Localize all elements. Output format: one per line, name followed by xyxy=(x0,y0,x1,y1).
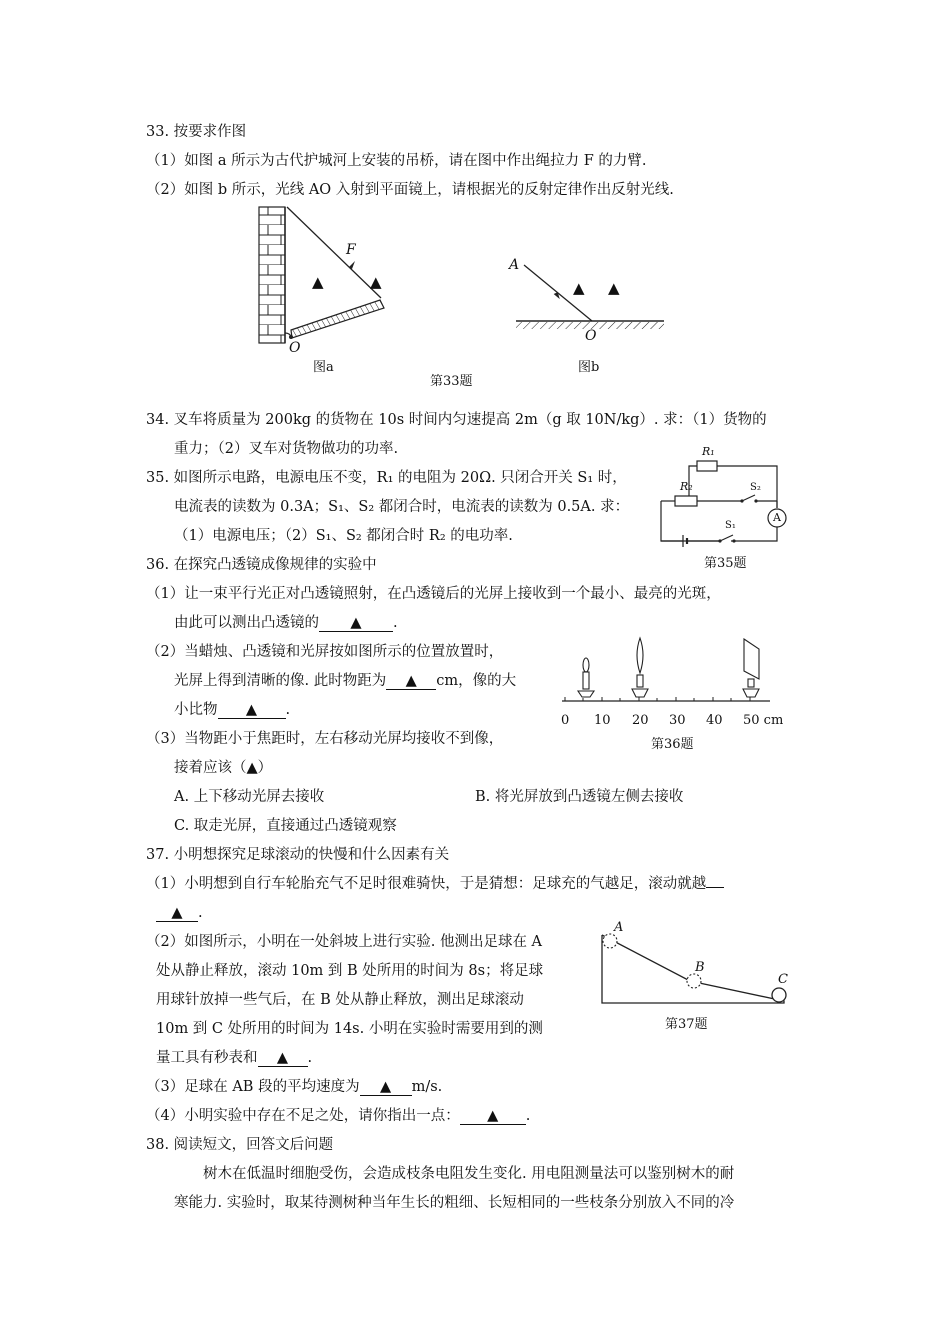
q35-line3: （1）电源电压；（2）S₁、S₂ 都闭合时 R₂ 的电功率. xyxy=(174,528,513,544)
q36-p2-line2 xyxy=(174,671,516,691)
q37-p3-unit: m/s. xyxy=(411,1079,443,1095)
q36-p3-line1: （3）当物距小于焦距时，左右移动光屏均接收不到像， xyxy=(146,731,504,747)
slope-label-b: B xyxy=(695,960,705,975)
q34-line1: 34. 叉车将质量为 200kg 的货物在 10s 时间内匀速提高 2m（g 取 10N/kg）. 求：（1）货物的 xyxy=(146,412,767,428)
rope-line xyxy=(287,207,381,298)
figure-a-drawbridge xyxy=(255,205,405,365)
q37-p2-line1: （2）如图所示，小明在一处斜坡上进行实验. 他测出足球在 A xyxy=(146,934,543,950)
q35-line1: 35. 如图所示电路，电源电压不变，R₁ 的电阻为 20Ω. 只闭合开关 S₁ 时， xyxy=(146,470,627,486)
q37-p1-line2 xyxy=(156,903,203,923)
pivot-point xyxy=(289,335,293,339)
q38-line1: 树木在低温时细胞受伤，会造成枝条电阻发生变化. 用电阻测量法可以鉴别树木的耐 xyxy=(203,1166,735,1182)
q36-p2-line1: （2）当蜡烛、凸透镜和光屏按如图所示的位置放置时， xyxy=(146,644,504,660)
answer-marker: ▲ xyxy=(608,279,620,297)
q37-title: 37. 小明想探究足球滚动的快慢和什么因素有关 xyxy=(146,847,450,863)
switch-s1 xyxy=(720,535,733,541)
q37-p2-line4: 10m 到 C 处所用的时间为 14s. 小明在实验时需要用到的测 xyxy=(156,1021,543,1037)
q37-p2-text: 量工具有秒表和 xyxy=(156,1050,258,1066)
q33-caption: 第33题 xyxy=(430,374,473,389)
q34-line2: 重力；（2）叉车对货物做功的功率. xyxy=(174,441,399,457)
q36-p2-line3 xyxy=(174,700,290,720)
q37-p3-text: （3）足球在 AB 段的平均速度为 xyxy=(146,1079,360,1095)
q37-p4 xyxy=(146,1106,530,1126)
q37-p3 xyxy=(146,1077,442,1097)
q36-p2-unit: cm，像的大 xyxy=(436,673,517,689)
candle-body xyxy=(583,672,589,689)
q35-line2: 电流表的读数为 0.3A；S₁、S₂ 都闭合时，电流表的读数为 0.5A. 求： xyxy=(174,499,630,515)
answer-blank: ▲ xyxy=(360,1079,412,1096)
candle-flame xyxy=(583,658,589,672)
q36-caption: 第36题 xyxy=(651,737,694,752)
ball-at-b xyxy=(687,974,701,988)
q33-part1: （1）如图 a 所示为古代护城河上安装的吊桥，请在图中作出绳拉力 F 的力臂. xyxy=(146,153,647,169)
answer-marker: ▲ xyxy=(312,273,324,291)
ruler-tick-30: 30 xyxy=(669,713,686,728)
fig-a-label-O: O xyxy=(289,340,301,356)
fig-b-label-A: A xyxy=(509,257,520,273)
q37-p1-end: . xyxy=(198,905,203,921)
answer-blank: ▲ xyxy=(319,615,393,632)
slope-label-a: A xyxy=(614,920,624,935)
q38-line2: 寒能力. 实验时，取某待测树种当年生长的粗细、长短相同的一些枝条分别放入不同的冷 xyxy=(174,1195,735,1211)
answer-blank: ▲ xyxy=(460,1108,526,1125)
ruler-tick-20: 20 xyxy=(632,713,649,728)
fig-b-caption: 图b xyxy=(578,360,600,375)
answer-blank-start xyxy=(706,887,724,888)
q37-p1-text: （1）小明想到自行车轮胎充气不足时很难骑快，于是猜想：足球充的气越足，滚动就越 xyxy=(146,876,707,892)
q36-p2-text2: 小比物 xyxy=(174,702,218,718)
ruler-tick-40: 40 xyxy=(706,713,723,728)
slope-label-c: C xyxy=(778,972,788,987)
resistor-r1 xyxy=(697,461,717,471)
slope-surface xyxy=(602,935,784,1003)
circuit-label-r2: R₂ xyxy=(680,480,693,493)
answer-blank: ▲ xyxy=(386,673,436,690)
q36-option-c: C. 取走光屏，直接通过凸透镜观察 xyxy=(174,818,397,834)
resistor-r2 xyxy=(675,496,697,506)
switch-s2 xyxy=(742,495,755,501)
q36-p2-text: 光屏上得到清晰的像. 此时物距为 xyxy=(174,673,387,689)
q37-caption: 第37题 xyxy=(665,1017,708,1032)
q36-p1-text: 由此可以测出凸透镜的 xyxy=(174,615,319,631)
circuit-diagram xyxy=(655,455,795,545)
answer-blank: ▲ xyxy=(218,702,286,719)
circuit-label-s2: S₂ xyxy=(750,482,761,493)
optical-bench xyxy=(560,635,790,715)
q36-p3-line2: 接着应该（▲） xyxy=(174,760,273,776)
ball-at-c xyxy=(772,988,786,1002)
q36-p1-line1: （1）让一束平行光正对凸透镜照射，在凸透镜后的光屏上接收到一个最小、最亮的光斑， xyxy=(146,586,721,602)
circuit-label-r1: R₁ xyxy=(702,445,715,458)
convex-lens xyxy=(637,638,643,673)
fig-a-caption: 图a xyxy=(313,360,334,375)
q37-p4-text: （4）小明实验中存在不足之处，请你指出一点： xyxy=(146,1108,460,1124)
circuit-label-s1: S₁ xyxy=(725,520,736,531)
q37-p2-line2: 处从静止释放，滚动 10m 到 B 处所用的时间为 8s；将足球 xyxy=(156,963,544,979)
q33-title: 33. 按要求作图 xyxy=(146,124,247,140)
q38-title: 38. 阅读短文，回答文后问题 xyxy=(146,1137,334,1153)
bridge-plank xyxy=(291,300,384,338)
q36-option-a: A. 上下移动光屏去接收 xyxy=(174,789,325,805)
q37-p2-end: . xyxy=(307,1050,313,1066)
ruler-tick-0: 0 xyxy=(561,713,570,728)
fig-a-label-F: F xyxy=(346,242,356,258)
q35-caption: 第35题 xyxy=(704,556,747,571)
figure-b-mirror xyxy=(512,255,672,335)
q37-p4-end: . xyxy=(525,1108,531,1124)
answer-marker: ▲ xyxy=(370,273,382,291)
q36-p1-line2 xyxy=(174,613,398,633)
q36-option-b: B. 将光屏放到凸透镜左侧去接收 xyxy=(475,789,684,805)
q37-p2-line5 xyxy=(156,1048,312,1068)
ruler-tick-50: 50 cm xyxy=(743,713,784,728)
q36-title: 36. 在探究凸透镜成像规律的实验中 xyxy=(146,557,377,573)
answer-marker: ▲ xyxy=(573,279,585,297)
q33-part2: （2）如图 b 所示，光线 AO 入射到平面镜上，请根据光的反射定律作出反射光线. xyxy=(146,182,674,198)
q36-p2-end: . xyxy=(285,702,291,718)
ball-at-a xyxy=(603,934,617,948)
q37-p2-line3: 用球针放掉一些气后，在 B 处从静止释放，测出足球滚动 xyxy=(156,992,524,1008)
fig-b-label-O: O xyxy=(585,328,597,344)
q36-p1-end: . xyxy=(393,615,398,631)
q37-p1-line1 xyxy=(146,874,724,894)
answer-blank: ▲ xyxy=(258,1050,308,1067)
answer-blank: ▲ xyxy=(156,905,198,922)
ruler-tick-10: 10 xyxy=(594,713,611,728)
ammeter-label: A xyxy=(773,511,781,524)
light-screen xyxy=(744,639,759,679)
